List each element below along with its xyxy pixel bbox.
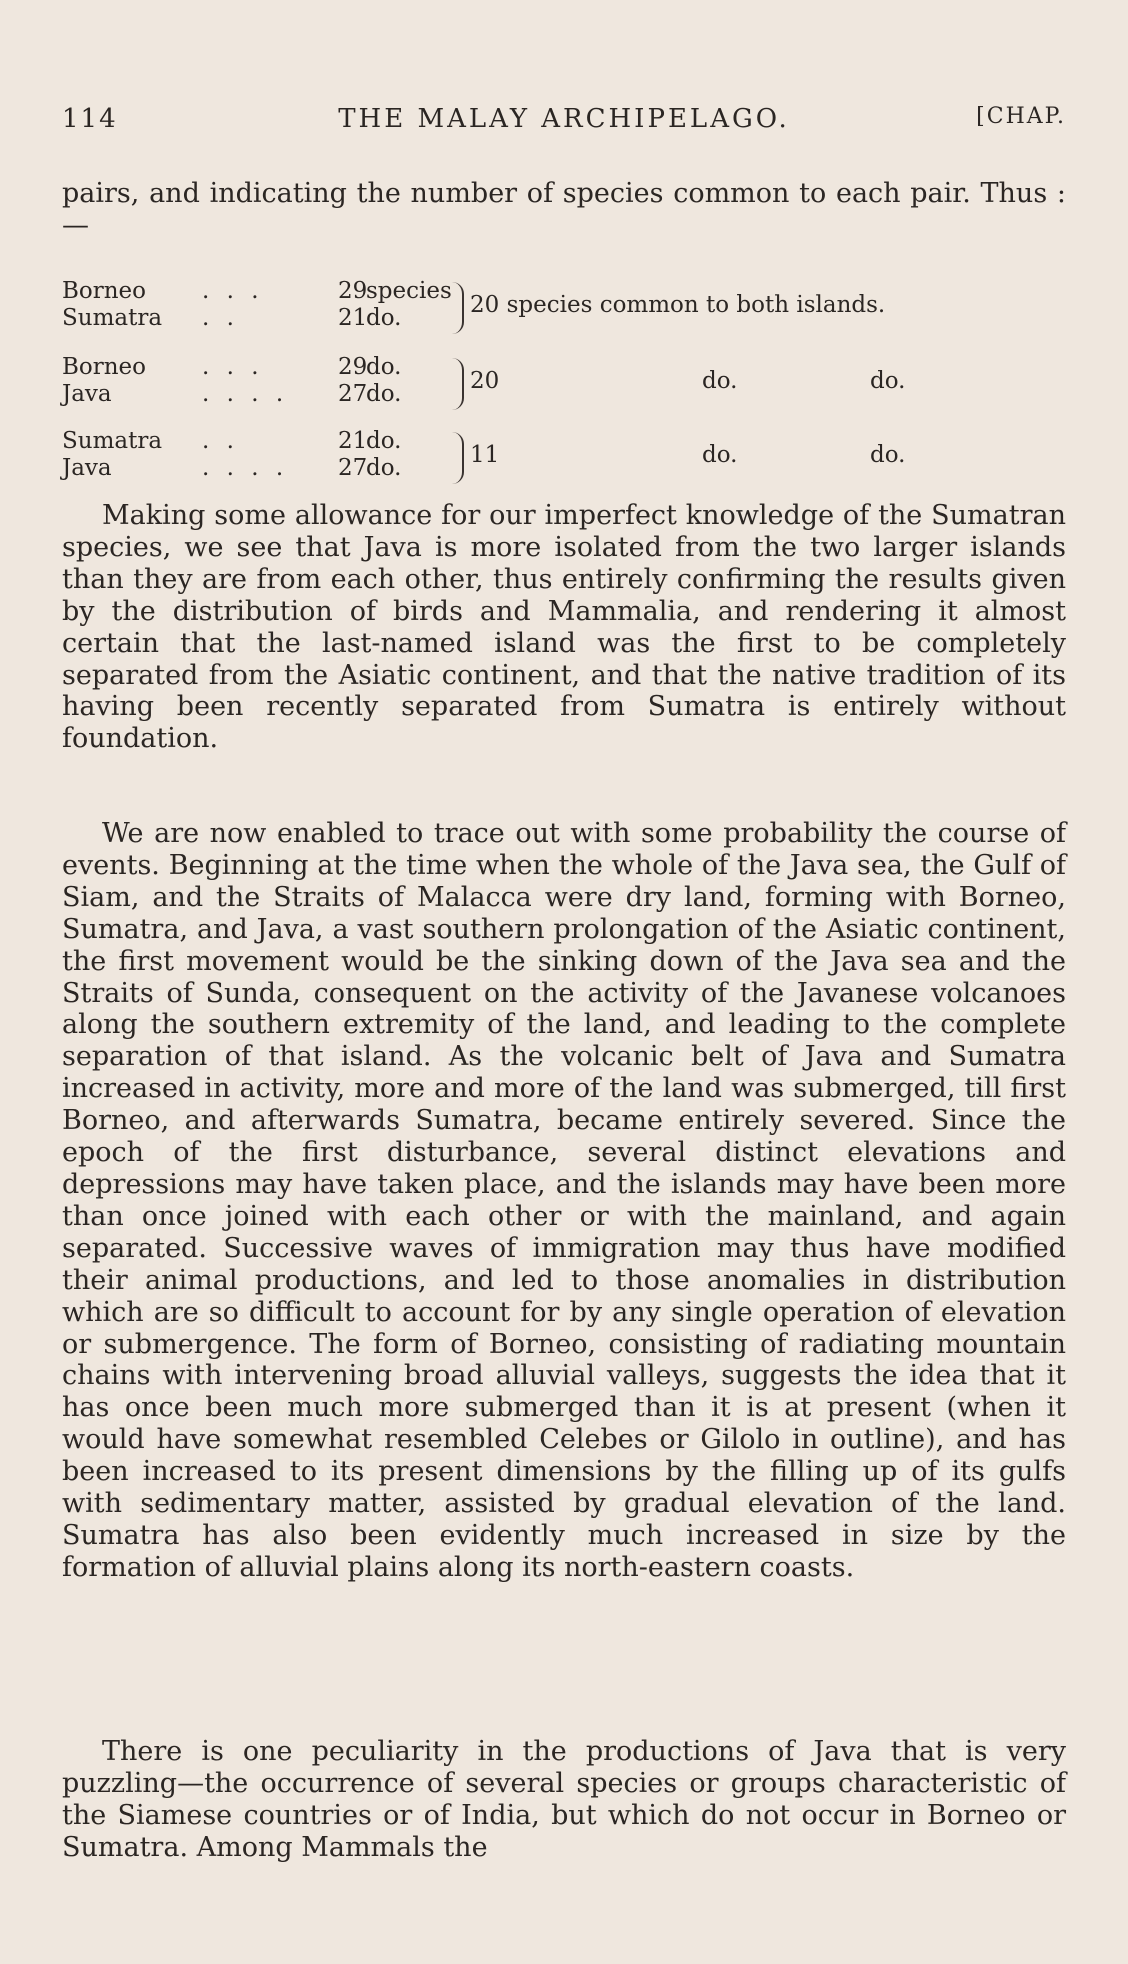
paragraph: There is one peculiarity in the productions of Java that is very puzzling—the occurrence of several species or groups characteristic of the Siamese countries or of India, but which do not occur in Borneo or Sumatra. Among Mammals the bbox=[62, 1736, 1066, 1863]
intro-text bbox=[62, 178, 1066, 242]
common-number: 20 bbox=[470, 292, 500, 318]
paragraph: Making some allowance for our imperfect knowledge of the Sumatran species, we see that Java is more isolated from the two larger islands than they are from each other, thus entirely confirming the results given by the distribution of birds and Mammalia, and rendering it almost certain that the last-named island was the first to be completely separated from the Asiatic continent, and that the native tradition of its having been recently separated from Sumatra is entirely without foundation. bbox=[62, 500, 1066, 755]
island-name: Borneo bbox=[62, 354, 147, 380]
leader-dots: . . bbox=[202, 305, 239, 331]
body-paragraph-1 bbox=[62, 500, 1066, 755]
leader-dots: . . . bbox=[202, 278, 264, 304]
species-count: 21 bbox=[338, 305, 368, 331]
chapter-marker: [CHAP. bbox=[976, 104, 1066, 129]
common-count bbox=[470, 290, 885, 321]
island-name: Sumatra bbox=[62, 428, 163, 454]
paragraph: We are now enabled to trace out with some probability the course of events. Beginning at the time when the whole of the Java sea, the Gulf of Siam, and the Straits of Malacca were dry land, forming with Borneo, Sumatra, and Java, a vast southern prolongation of the Asiatic continent, the first movement would be the sinking down of the Java sea and the Straits of Sunda, consequent on the activity of the Javanese volcanoes along the southern extremity of the land, and leading to the complete separation of that island. As the volcanic belt of Java and Sumatra increased in activity, more and more of the land was submerged, till first Borneo, and afterwards Sumatra, became entirely severed. Since the epoch of the first disturbance, several distinct elevations and depressions may have taken place, and the islands may have been more than once joined with each other or with the mainland, and again separated. Successive waves of immigration may thus have modified their animal productions, and led to those anomalies in distribution which are so difficult to account for by any single operation of elevation or submergence. The form of Borneo, consisting of radiating mountain chains with intervening broad alluvial valleys, suggests the idea that it has once been much more submerged than it is at present (when it would have somewhat resembled Celebes or Gilolo in outline), and has been increased to its present dimensions by the filling up of its gulfs with sedimentary matter, assisted by gradual elevation of the land. Sumatra has also been evidently much increased in size by the formation of alluvial plains along its north-eastern coasts. bbox=[62, 818, 1066, 1583]
species-unit: do. bbox=[366, 305, 402, 331]
common-label: species common to both islands. bbox=[506, 292, 886, 318]
species-unit: species bbox=[366, 278, 452, 304]
common-number: 11 bbox=[470, 442, 500, 468]
species-unit: do. bbox=[366, 428, 402, 454]
species-unit: do. bbox=[366, 354, 402, 380]
brace bbox=[452, 282, 464, 334]
ditto-mark: do. bbox=[870, 442, 906, 468]
species-count: 29 bbox=[338, 354, 368, 380]
species-table bbox=[62, 276, 1066, 486]
species-count: 27 bbox=[338, 455, 368, 481]
common-number: 20 bbox=[470, 368, 500, 394]
ditto-mark: do. bbox=[702, 442, 738, 468]
island-name: Java bbox=[62, 381, 112, 407]
brace bbox=[452, 358, 464, 410]
brace bbox=[452, 432, 464, 484]
leader-dots: . . . . bbox=[202, 455, 289, 481]
island-name: Borneo bbox=[62, 278, 147, 304]
ditto-mark: do. bbox=[870, 368, 906, 394]
body-paragraph-3 bbox=[62, 1736, 1066, 1864]
species-unit: do. bbox=[366, 381, 402, 407]
island-name: Sumatra bbox=[62, 305, 163, 331]
leader-dots: . . . . bbox=[202, 381, 289, 407]
species-count: 21 bbox=[338, 428, 368, 454]
running-header bbox=[62, 104, 1066, 144]
island-name: Java bbox=[62, 455, 112, 481]
body-paragraph-2 bbox=[62, 818, 1066, 1584]
page-number: 114 bbox=[62, 104, 118, 134]
intro-paragraph: pairs, and indicating the number of species common to each pair. Thus :— bbox=[62, 178, 1066, 241]
leader-dots: . . . bbox=[202, 354, 264, 380]
running-title: THE MALAY ARCHIPELAGO. bbox=[338, 104, 790, 134]
species-count: 27 bbox=[338, 381, 368, 407]
species-count: 29 bbox=[338, 278, 368, 304]
ditto-mark: do. bbox=[702, 368, 738, 394]
species-unit: do. bbox=[366, 455, 402, 481]
leader-dots: . . bbox=[202, 428, 239, 454]
